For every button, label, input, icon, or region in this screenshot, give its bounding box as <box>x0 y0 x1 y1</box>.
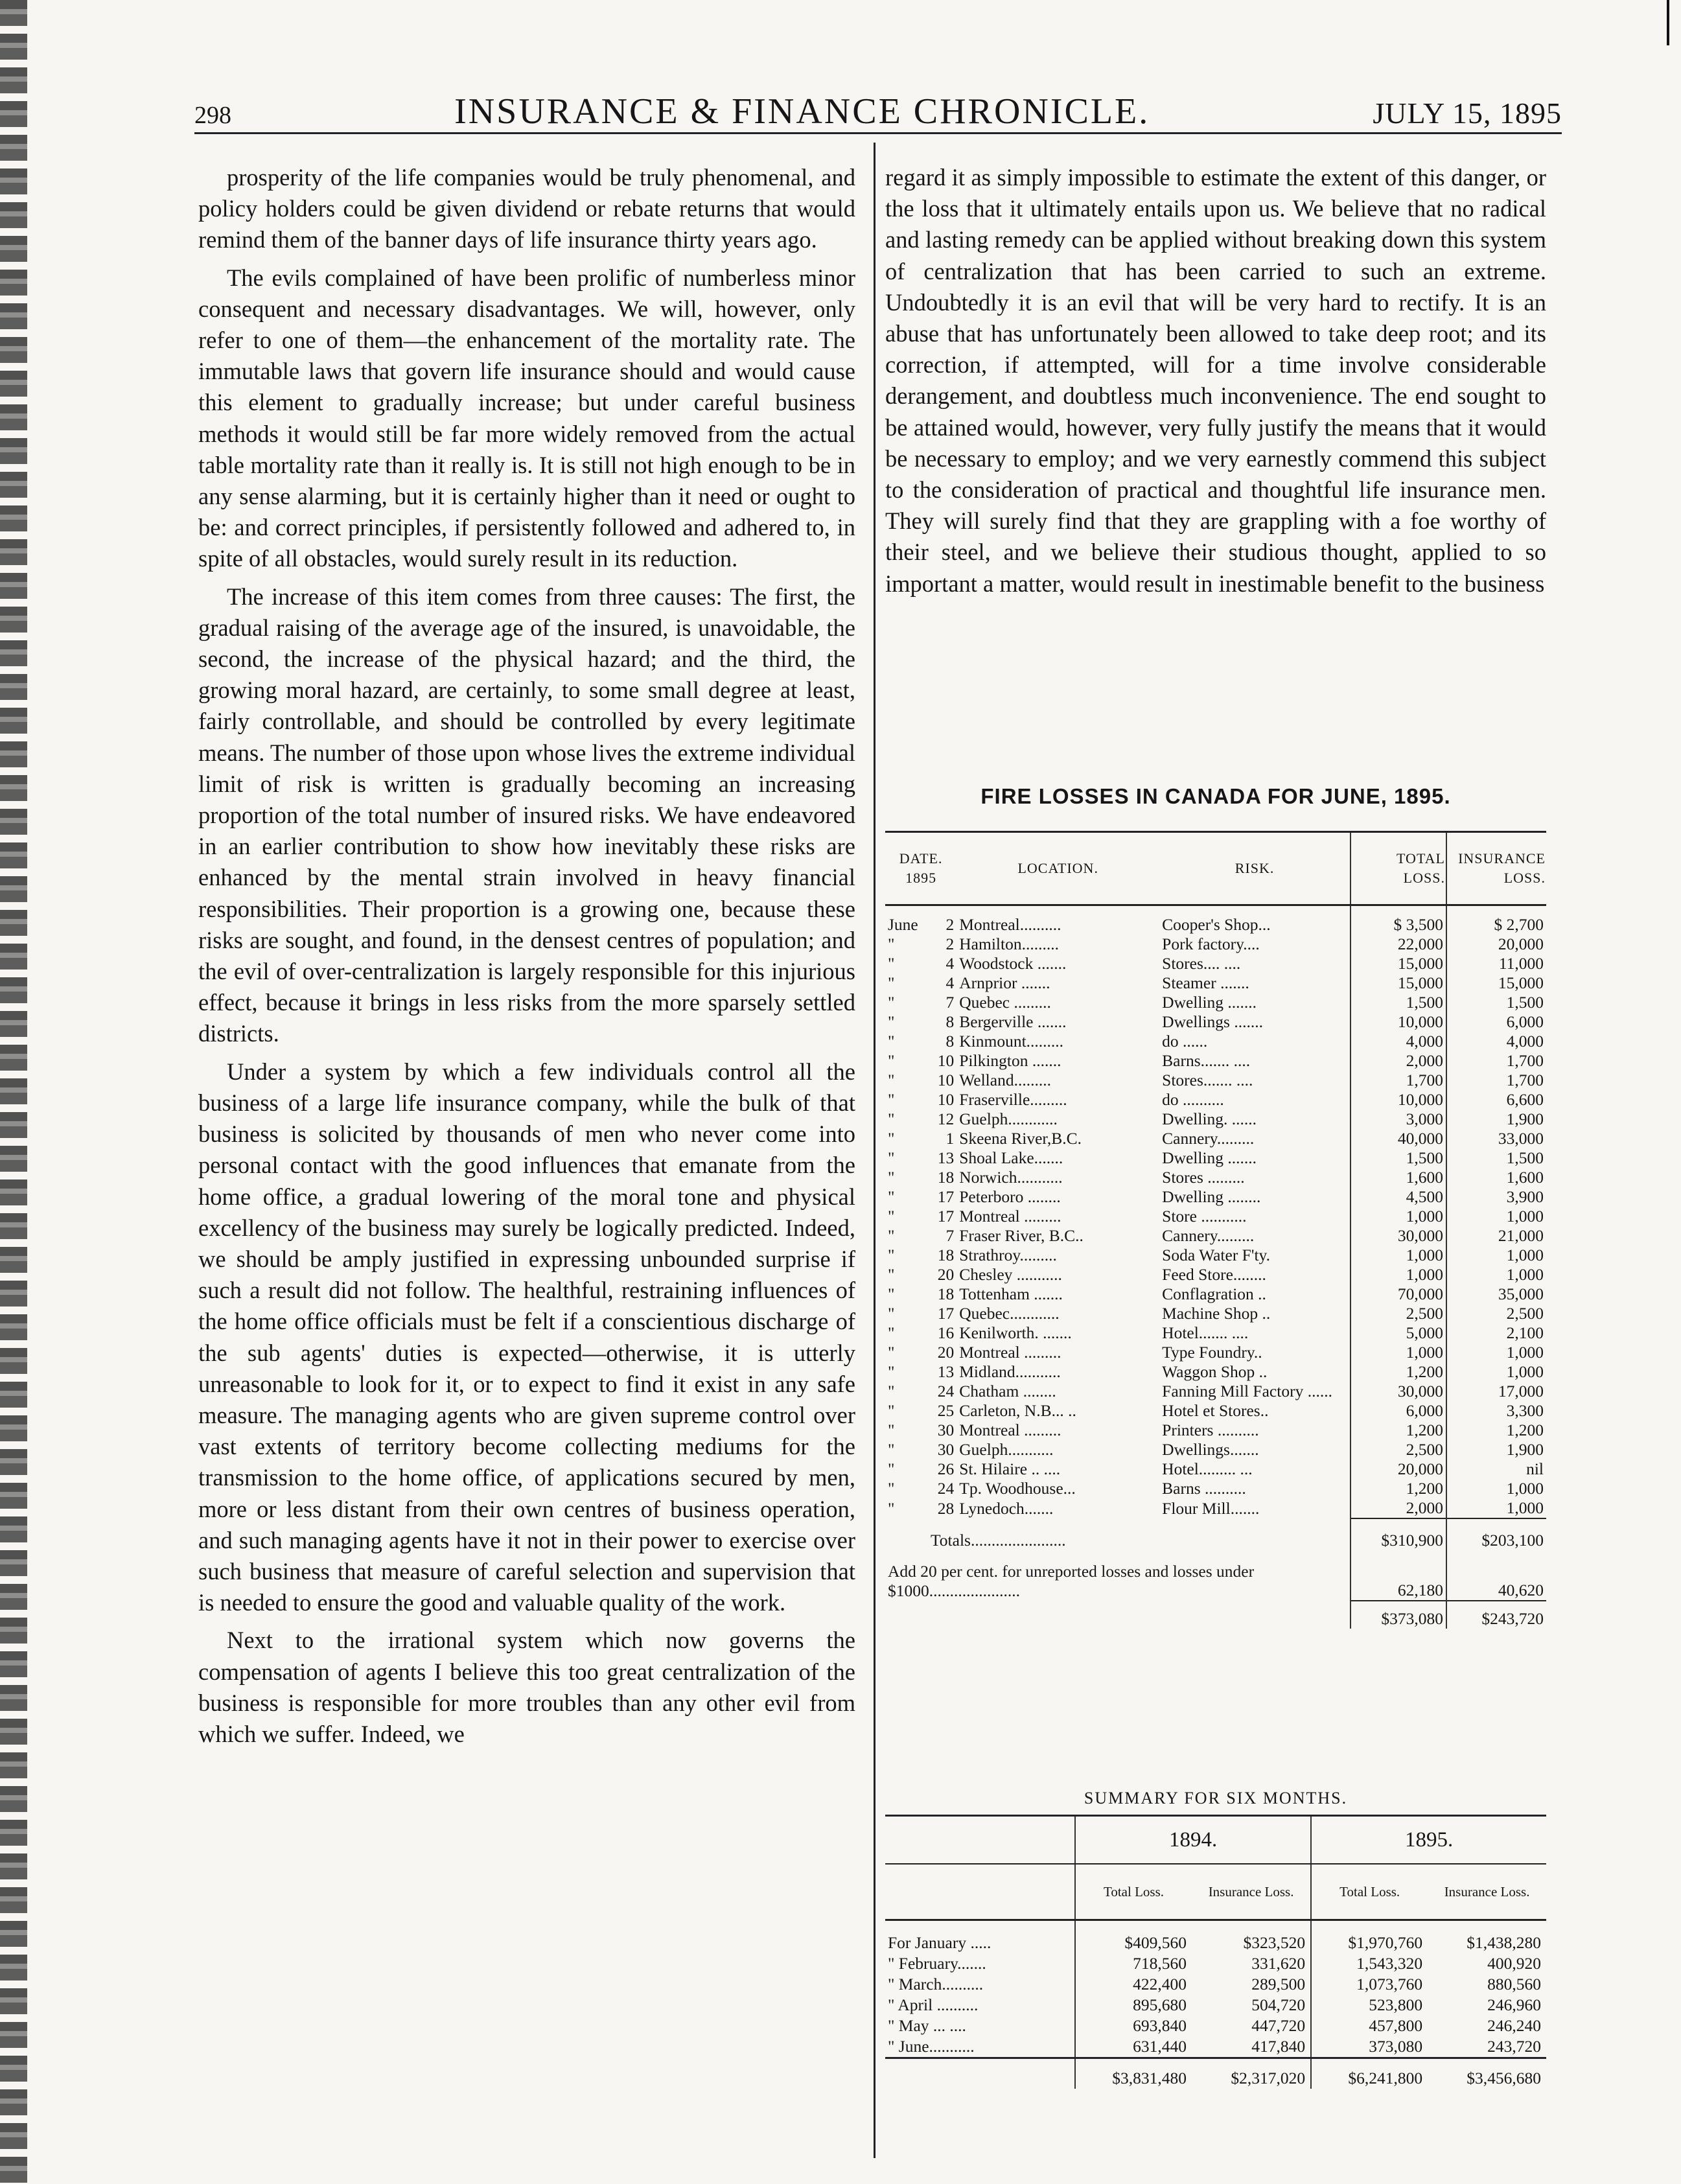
summary-value: 246,960 <box>1487 1995 1541 2014</box>
summary-value: 631,440 <box>1075 2036 1192 2058</box>
row-total-loss: 15,000 <box>1351 973 1446 993</box>
row-date: " 12 <box>888 1109 955 1128</box>
header-insurance-loss: INSURANCE LOSS. <box>1446 832 1546 905</box>
row-location: Montreal.......... <box>959 915 1061 934</box>
month-label: " March.......... <box>888 1975 984 1993</box>
row-insurance-loss: 1,000 <box>1446 1362 1546 1382</box>
row-date: " 24 <box>888 1479 955 1498</box>
row-insurance-loss: 6,000 <box>1446 1012 1546 1032</box>
summary-row <box>885 2016 1546 2036</box>
summary-table <box>885 1815 1546 2089</box>
row-total-loss: 1,500 <box>1351 993 1446 1012</box>
row-total-loss: 2,000 <box>1351 1498 1446 1518</box>
summary-value: 693,840 <box>1075 2016 1192 2036</box>
fire-losses-title: FIRE LOSSES IN CANADA FOR JUNE, 1895. <box>980 784 1451 808</box>
row-date: " 8 <box>888 1012 955 1031</box>
row-insurance-loss: 1,900 <box>1446 1109 1546 1129</box>
row-risk: do .......... <box>1162 1090 1224 1109</box>
table-row <box>885 1459 1546 1479</box>
row-risk: Machine Shop .. <box>1162 1304 1271 1323</box>
binding-edge <box>0 0 27 2184</box>
summary-value: 1,073,760 <box>1311 1974 1428 1995</box>
row-insurance-loss: 6,600 <box>1446 1090 1546 1109</box>
summary-row <box>885 1953 1546 1974</box>
table-row <box>885 1284 1546 1304</box>
row-date: " 24 <box>888 1382 955 1400</box>
table-row <box>885 1090 1546 1109</box>
row-risk: Hotel....... .... <box>1162 1323 1249 1342</box>
row-total-loss: 4,000 <box>1351 1032 1446 1051</box>
row-insurance-loss: 1,500 <box>1446 1148 1546 1168</box>
row-location: Montreal ......... <box>959 1343 1061 1362</box>
right-column <box>885 162 1546 599</box>
row-insurance-loss: 1,200 <box>1446 1421 1546 1440</box>
summary-value: 422,400 <box>1075 1974 1192 1995</box>
table-row <box>885 1323 1546 1343</box>
month-label: " April .......... <box>888 1995 979 2014</box>
row-insurance-loss: 3,900 <box>1446 1187 1546 1207</box>
fire-losses-rows <box>885 905 1546 1519</box>
row-risk: Barns .......... <box>1162 1479 1246 1498</box>
row-insurance-loss: 21,000 <box>1446 1226 1546 1246</box>
row-date: " 16 <box>888 1323 955 1342</box>
table-row <box>885 1051 1546 1071</box>
row-insurance-loss: 3,300 <box>1446 1401 1546 1421</box>
paragraph: The increase of this item comes from three causes: The first, the gradual raising of the average age of the insured, is unavoidable, the second, the increase of the physical hazard; and the third, the growing moral hazard, are certainly, to some small degree at least, fairly controllable, and should be controlled by every legitimate means. The number of those upon whose lives the extreme individual limit of risk is written is gradually becoming an increasing proportion of the total number of insured risks. We have endeavored in an earlier contribution to show how inevitably these risks are enhanced by the mental strain involved in heavy financial responsibilities. Their proportion is a growing one, because these risks are sought, and found, in the densest centres of population; and the evil of over-centralization is largely responsible for this injurious effect, because it brings in less risks from the more sparsely settled districts. <box>198 583 855 1047</box>
paragraph: regard it as simply impossible to estimate the extent of this danger, or the loss that it ultimately entails upon us. We believe that no radical and lasting remedy can be applied without breaking down this system of centralization that has been carried to such an extreme. Undoubtedly it is an evil that will be very hard to rectify. It is an abuse that has unfortunately been allowed to take deep root; and its correction, if attempted, will for a time involve considerable derangement, and doubtless much inconvenience. The end sought to be attained would, however, very fully justify the means that it would be necessary to employ; and we very earnestly commend this subject to the consideration of practical and thoughtful life insurance men. They will surely find that they are grappling with a foe worthy of their steel, and we believe their studious thought, applied to so important a matter, would result in inestimable benefit to the business <box>885 164 1546 597</box>
grand-total: $373,080 <box>1351 1601 1446 1629</box>
fire-losses-table <box>885 831 1546 1629</box>
table-row <box>885 935 1546 954</box>
table-row <box>885 1440 1546 1459</box>
row-risk: Flour Mill....... <box>1162 1499 1260 1518</box>
row-insurance-loss: 1,000 <box>1446 1207 1546 1226</box>
publication-title: INSURANCE & FINANCE CHRONICLE. <box>454 91 1150 132</box>
row-location: St. Hilaire .. .... <box>959 1459 1061 1478</box>
row-risk: Printers .......... <box>1162 1421 1259 1439</box>
row-insurance-loss: 11,000 <box>1446 954 1546 973</box>
totals-row <box>885 1518 1546 1550</box>
page-header <box>194 91 1562 134</box>
row-risk: Cooper's Shop... <box>1162 915 1271 934</box>
row-risk: Stores....... .... <box>1162 1071 1253 1089</box>
row-risk: Feed Store........ <box>1162 1265 1266 1284</box>
row-date: " 20 <box>888 1343 955 1362</box>
row-date: " 7 <box>888 1226 955 1245</box>
row-date: " 18 <box>888 1168 955 1187</box>
row-insurance-loss: 17,000 <box>1446 1382 1546 1401</box>
row-date: " 10 <box>888 1090 955 1109</box>
row-risk: Hotel......... ... <box>1162 1459 1253 1478</box>
table-row <box>885 993 1546 1012</box>
table-row <box>885 1304 1546 1323</box>
row-location: Bergerville ....... <box>959 1012 1067 1031</box>
row-risk: Store ........... <box>1162 1207 1247 1226</box>
row-location: Pilkington ....... <box>959 1051 1061 1070</box>
row-risk: Dwelling ....... <box>1162 993 1257 1012</box>
summary-value: 718,560 <box>1075 1953 1192 1974</box>
row-total-loss: 1,000 <box>1351 1265 1446 1284</box>
row-location: Tp. Woodhouse... <box>959 1479 1076 1498</box>
row-risk: Dwellings ....... <box>1162 1012 1263 1031</box>
row-total-loss: 2,500 <box>1351 1440 1446 1459</box>
row-location: Chesley ........... <box>959 1265 1062 1284</box>
row-total-loss: 1,200 <box>1351 1421 1446 1440</box>
row-location: Shoal Lake....... <box>959 1148 1063 1167</box>
row-date: " 25 <box>888 1401 955 1420</box>
row-risk: Fanning Mill Factory ...... <box>1162 1382 1332 1400</box>
row-total-loss: 6,000 <box>1351 1401 1446 1421</box>
summary-value: 289,500 <box>1251 1975 1306 1993</box>
row-location: Hamilton......... <box>959 935 1059 953</box>
row-risk: Conflagration .. <box>1162 1284 1266 1303</box>
summary-row <box>885 1920 1546 1954</box>
totals-insurance: $203,100 <box>1446 1518 1546 1550</box>
row-date: " 7 <box>888 993 955 1012</box>
row-risk: Cannery......... <box>1162 1226 1255 1245</box>
row-date: " 13 <box>888 1362 955 1381</box>
row-risk: Soda Water F'ty. <box>1162 1246 1271 1264</box>
row-insurance-loss: 1,500 <box>1446 993 1546 1012</box>
row-date: " 17 <box>888 1304 955 1323</box>
row-insurance-loss: 1,700 <box>1446 1071 1546 1090</box>
row-location: Fraserville......... <box>959 1090 1067 1109</box>
row-date: " 18 <box>888 1246 955 1264</box>
table-row <box>885 973 1546 993</box>
sub-header: Total Loss. <box>1075 1864 1192 1920</box>
table-row <box>885 1498 1546 1518</box>
summary-value: 895,680 <box>1075 1995 1192 2016</box>
row-date: " 18 <box>888 1284 955 1303</box>
month-label: " June........... <box>888 2037 975 2056</box>
row-total-loss: 1,200 <box>1351 1362 1446 1382</box>
summary-total: $6,241,800 <box>1311 2058 1428 2089</box>
page-number: 298 <box>194 102 231 129</box>
row-insurance-loss: 2,100 <box>1446 1323 1546 1343</box>
summary-value: 400,920 <box>1487 1954 1541 1973</box>
row-location: Arnprior ....... <box>959 973 1050 992</box>
row-location: Quebec............ <box>959 1304 1060 1323</box>
row-insurance-loss: 1,000 <box>1446 1498 1546 1518</box>
paragraph: Under a system by which a few individuals control all the business of a large life insurance company, while the bulk of that business is solicited by thousands of men who never come into personal contact with the good influences that emanate from the home office, a gradual lowering of the moral tone and physical excellency of the business may surely be logically predicted. Indeed, we should be amply justified in expressing unbounded surprise if such a result did not follow. The healthful, restraining influences of the home office officials must be felt if a conscientious discharge of the sub agents' duties is expected—otherwise, it is utterly unreasonable to look for it, or to expect to find it exist in any safe measure. The managing agents who are given supreme control over vast extents of territory become collecting mediums for the transmission to the home office, of applications secured by men, more or less distant from their own centres of business operation, and such managing agents have it not in their power to exercise over such business that measure of careful selection and supervision that is needed to ensure the good and valuable quality of the work. <box>198 1058 855 1616</box>
summary-value: 1,543,320 <box>1311 1953 1428 1974</box>
year-1895: 1895. <box>1311 1816 1546 1865</box>
unreported-insurance: 40,620 <box>1446 1550 1546 1601</box>
row-total-loss: 40,000 <box>1351 1129 1446 1148</box>
month-label: " February....... <box>888 1954 986 1973</box>
table-row <box>885 1246 1546 1265</box>
row-date: " 28 <box>888 1499 955 1518</box>
row-total-loss: 22,000 <box>1351 935 1446 954</box>
summary-totals-row <box>885 2058 1546 2089</box>
summary-row <box>885 1974 1546 1995</box>
row-total-loss: 1,700 <box>1351 1071 1446 1090</box>
row-insurance-loss: 33,000 <box>1446 1129 1546 1148</box>
row-date: " 17 <box>888 1187 955 1206</box>
row-location: Chatham ........ <box>959 1382 1056 1400</box>
left-column <box>198 162 855 1750</box>
row-insurance-loss: 15,000 <box>1446 973 1546 993</box>
table-row <box>885 1109 1546 1129</box>
row-risk: Steamer ....... <box>1162 973 1249 992</box>
summary-value: 457,800 <box>1311 2016 1428 2036</box>
row-total-loss: 1,600 <box>1351 1168 1446 1187</box>
row-location: Strathroy......... <box>959 1246 1057 1264</box>
row-total-loss: 2,500 <box>1351 1304 1446 1323</box>
row-location: Tottenham ....... <box>959 1284 1063 1303</box>
table-row <box>885 1265 1546 1284</box>
summary-value: $409,560 <box>1075 1920 1192 1954</box>
table-row <box>885 1012 1546 1032</box>
row-date: " 17 <box>888 1207 955 1226</box>
row-date: " 20 <box>888 1265 955 1284</box>
summary-value: 331,620 <box>1251 1954 1306 1973</box>
month-label: " May ... .... <box>888 2016 966 2035</box>
table-row <box>885 1168 1546 1187</box>
row-risk: do ...... <box>1162 1032 1208 1051</box>
summary-value: $1,970,760 <box>1311 1920 1428 1954</box>
row-date: " 8 <box>888 1032 955 1051</box>
row-total-loss: 10,000 <box>1351 1012 1446 1032</box>
summary-value: 504,720 <box>1251 1995 1306 2014</box>
summary-title: SUMMARY FOR SIX MONTHS. <box>1084 1789 1348 1807</box>
row-date: " 13 <box>888 1148 955 1167</box>
row-location: Woodstock ....... <box>959 954 1067 973</box>
unreported-row <box>885 1550 1546 1601</box>
row-total-loss: 5,000 <box>1351 1323 1446 1343</box>
row-insurance-loss: 1,900 <box>1446 1440 1546 1459</box>
table-row <box>885 1343 1546 1362</box>
header-total-loss: TOTAL LOSS. <box>1351 832 1446 905</box>
row-date: June 2 <box>888 915 955 934</box>
summary-total: $3,456,680 <box>1428 2058 1546 2089</box>
row-insurance-loss: 1,000 <box>1446 1265 1546 1284</box>
table-row <box>885 905 1546 935</box>
row-insurance-loss: 1,700 <box>1446 1051 1546 1071</box>
summary-value: $323,520 <box>1243 1933 1306 1952</box>
table-row <box>885 1382 1546 1401</box>
summary-value: 246,240 <box>1487 2016 1541 2035</box>
totals-total: $310,900 <box>1351 1518 1446 1550</box>
row-date: " 4 <box>888 954 955 973</box>
row-total-loss: 20,000 <box>1351 1459 1446 1479</box>
summary-value: 523,800 <box>1311 1995 1428 2016</box>
row-risk: Cannery......... <box>1162 1129 1255 1148</box>
table-row <box>885 1071 1546 1090</box>
row-insurance-loss: 4,000 <box>1446 1032 1546 1051</box>
row-date: " 10 <box>888 1051 955 1070</box>
row-insurance-loss: 20,000 <box>1446 935 1546 954</box>
row-total-loss: 30,000 <box>1351 1382 1446 1401</box>
row-total-loss: 1,000 <box>1351 1207 1446 1226</box>
row-date: " 2 <box>888 935 955 953</box>
summary-row <box>885 1995 1546 2016</box>
paragraph: The evils complained of have been prolific of numberless minor consequent and necessary disadvantages. We will, however, only refer to one of them—the enhancement of the mortality rate. The immutable laws that govern life insurance should and would cause this element to gradually increase; but under careful business methods it would still be far more widely removed from the actual table mortality rate than it really is. It is still not high enough to be in any sense alarming, but it is certainly higher than it need or ought to be: and correct principles, if persistently followed and adhered to, in spite of all obstacles, would surely result in its reduction. <box>198 264 855 572</box>
row-total-loss: 1,200 <box>1351 1479 1446 1498</box>
unreported-label: Add 20 per cent. for unreported losses and losses under $1000...................... <box>888 1562 1255 1600</box>
row-date: " 30 <box>888 1421 955 1439</box>
table-row <box>885 1421 1546 1440</box>
summary-row <box>885 2036 1546 2058</box>
row-insurance-loss: 35,000 <box>1446 1284 1546 1304</box>
row-location: Lynedoch....... <box>959 1499 1054 1518</box>
table-row <box>885 1207 1546 1226</box>
row-total-loss: 1,000 <box>1351 1246 1446 1265</box>
row-date: " 10 <box>888 1071 955 1089</box>
row-location: Montreal ......... <box>959 1207 1061 1226</box>
row-location: Montreal ......... <box>959 1421 1061 1439</box>
row-insurance-loss: 1,000 <box>1446 1343 1546 1362</box>
row-location: Welland......... <box>959 1071 1051 1089</box>
column-divider <box>874 143 875 2158</box>
summary-value: 243,720 <box>1487 2037 1541 2056</box>
row-risk: Stores ......... <box>1162 1168 1245 1187</box>
row-risk: Type Foundry.. <box>1162 1343 1262 1362</box>
row-date: " 4 <box>888 973 955 992</box>
row-total-loss: $ 3,500 <box>1351 905 1446 935</box>
header-location: LOCATION. <box>956 832 1159 905</box>
unreported-total: 62,180 <box>1351 1550 1446 1601</box>
row-risk: Barns....... .... <box>1162 1051 1251 1070</box>
row-location: Fraser River, B.C.. <box>959 1226 1084 1245</box>
month-label: For January ..... <box>888 1933 991 1952</box>
year-1894: 1894. <box>1075 1816 1311 1865</box>
row-total-loss: 10,000 <box>1351 1090 1446 1109</box>
row-location: Guelph............ <box>959 1109 1058 1128</box>
row-insurance-loss: 1,000 <box>1446 1479 1546 1498</box>
row-risk: Dwelling. ...... <box>1162 1109 1257 1128</box>
row-location: Midland........... <box>959 1362 1061 1381</box>
row-total-loss: 70,000 <box>1351 1284 1446 1304</box>
row-total-loss: 30,000 <box>1351 1226 1446 1246</box>
row-insurance-loss: nil <box>1446 1459 1546 1479</box>
table-row <box>885 1032 1546 1051</box>
table-row <box>885 1226 1546 1246</box>
summary-value: 417,840 <box>1251 2037 1306 2056</box>
table-row <box>885 954 1546 973</box>
summary-total: $3,831,480 <box>1075 2058 1192 2089</box>
paragraph: prosperity of the life companies would be truly phenomenal, and policy holders could be given dividend or rebate returns that would remind them of the banner days of life insurance thirty years ago. <box>198 164 855 253</box>
row-total-loss: 2,000 <box>1351 1051 1446 1071</box>
issue-date: JULY 15, 1895 <box>1373 97 1562 130</box>
summary-value: 880,560 <box>1487 1975 1541 1993</box>
row-total-loss: 4,500 <box>1351 1187 1446 1207</box>
page-edge-line <box>1667 0 1669 45</box>
row-risk: Dwellings....... <box>1162 1440 1259 1459</box>
table-row <box>885 1129 1546 1148</box>
row-insurance-loss: 1,000 <box>1446 1246 1546 1265</box>
row-risk: Pork factory.... <box>1162 935 1260 953</box>
table-row <box>885 1148 1546 1168</box>
row-risk: Hotel et Stores.. <box>1162 1401 1269 1420</box>
totals-label: Totals....................... <box>931 1531 1066 1550</box>
paragraph: Next to the irrational system which now governs the compensation of agents I believe this too great centralization of the business is responsible for more troubles than any other evil from which we suffer. Indeed, we <box>198 1627 855 1747</box>
row-location: Quebec ......... <box>959 993 1051 1012</box>
summary-value: 373,080 <box>1311 2036 1428 2058</box>
grand-total-row <box>885 1601 1546 1629</box>
row-insurance-loss: 1,600 <box>1446 1168 1546 1187</box>
row-date: " 26 <box>888 1459 955 1478</box>
row-total-loss: 1,500 <box>1351 1148 1446 1168</box>
row-total-loss: 3,000 <box>1351 1109 1446 1129</box>
row-location: Guelph........... <box>959 1440 1054 1459</box>
row-location: Kinmount......... <box>959 1032 1064 1051</box>
header-date: DATE. 1895 <box>885 832 956 905</box>
row-risk: Stores.... .... <box>1162 954 1241 973</box>
row-date: " 30 <box>888 1440 955 1459</box>
row-location: Carleton, N.B... .. <box>959 1401 1076 1420</box>
row-insurance-loss: 2,500 <box>1446 1304 1546 1323</box>
row-total-loss: 1,000 <box>1351 1343 1446 1362</box>
table-row <box>885 1187 1546 1207</box>
table-row <box>885 1479 1546 1498</box>
header-risk: RISK. <box>1159 832 1351 905</box>
row-date: " 1 <box>888 1129 955 1148</box>
sub-header: Insurance Loss. <box>1192 1864 1311 1920</box>
row-location: Skeena River,B.C. <box>959 1129 1082 1148</box>
table-row <box>885 1362 1546 1382</box>
row-risk: Dwelling ........ <box>1162 1187 1261 1206</box>
row-total-loss: 15,000 <box>1351 954 1446 973</box>
summary-total: $2,317,020 <box>1192 2058 1311 2089</box>
row-risk: Dwelling ....... <box>1162 1148 1257 1167</box>
grand-insurance: $243,720 <box>1446 1601 1546 1629</box>
summary-rows <box>885 1920 1546 2058</box>
row-insurance-loss: $ 2,700 <box>1446 905 1546 935</box>
row-location: Norwich........... <box>959 1168 1063 1187</box>
summary-value: 447,720 <box>1251 2016 1306 2035</box>
summary-value: $1,438,280 <box>1467 1933 1541 1952</box>
sub-header: Insurance Loss. <box>1428 1864 1546 1920</box>
row-location: Peterboro ........ <box>959 1187 1061 1206</box>
table-row <box>885 1401 1546 1421</box>
row-location: Kenilworth. ....... <box>959 1323 1072 1342</box>
sub-header: Total Loss. <box>1311 1864 1428 1920</box>
row-risk: Waggon Shop .. <box>1162 1362 1268 1381</box>
